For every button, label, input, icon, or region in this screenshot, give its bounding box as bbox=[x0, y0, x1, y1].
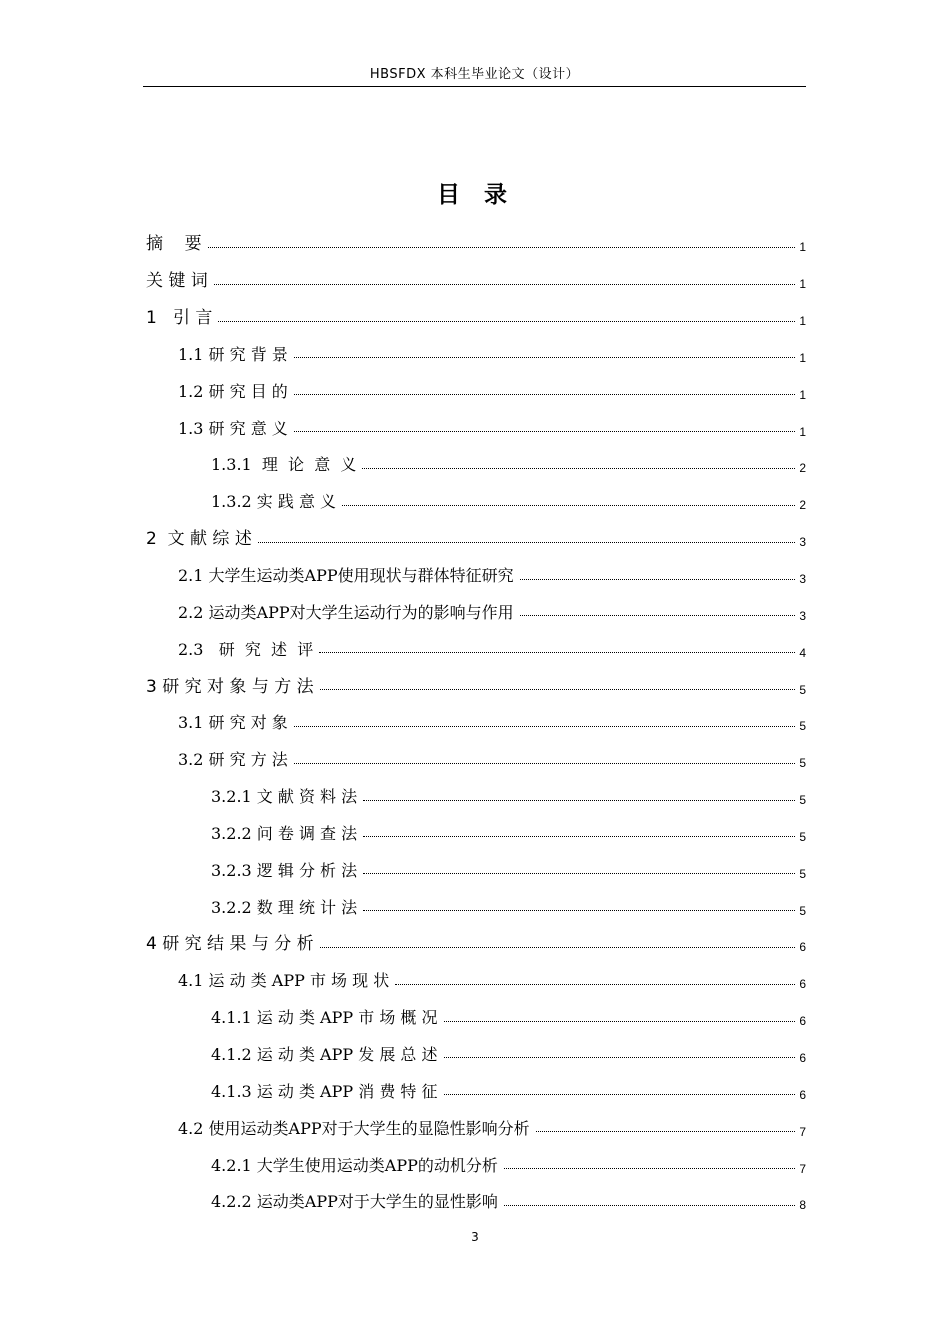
toc-entry-title: 4.1 运 动 类 APP 市 场 现 状 bbox=[178, 971, 390, 991]
toc-page-number: 6 bbox=[799, 940, 806, 955]
dot-leader bbox=[342, 505, 795, 506]
toc-entry-title: 1.3.2 实 践 意 义 bbox=[211, 492, 337, 512]
toc-entry-title: 2 文 献 综 述 bbox=[146, 529, 252, 550]
toc-entry-title: 3.2.1 文 献 资 料 法 bbox=[211, 787, 358, 807]
running-header: HBSFDX 本科生毕业论文（设计） bbox=[369, 67, 580, 82]
dot-leader bbox=[294, 431, 795, 432]
toc-entry[interactable] bbox=[146, 1184, 806, 1221]
toc-page-number: 1 bbox=[799, 424, 806, 439]
toc-entry[interactable] bbox=[146, 521, 806, 558]
table-of-contents bbox=[146, 226, 806, 1221]
toc-entry[interactable] bbox=[146, 226, 806, 263]
toc-page-number: 7 bbox=[799, 1161, 806, 1176]
toc-page-number: 5 bbox=[799, 682, 806, 697]
toc-entry[interactable] bbox=[146, 668, 806, 705]
toc-entry-title: 1.2 研 究 目 的 bbox=[178, 381, 288, 401]
toc-entry-title: 3.2.2 问 卷 调 查 法 bbox=[211, 823, 358, 843]
toc-entry-title: 2.1 大学生运动类APP使用现状与群体特征研究 bbox=[178, 566, 514, 586]
toc-entry-title: 4.1.1 运 动 类 APP 市 场 概 况 bbox=[211, 1008, 438, 1028]
toc-entry[interactable] bbox=[146, 300, 806, 337]
toc-entry[interactable] bbox=[146, 484, 806, 521]
toc-entry[interactable] bbox=[146, 852, 806, 889]
toc-page-number: 5 bbox=[799, 903, 806, 918]
dot-leader bbox=[320, 689, 795, 690]
toc-entry[interactable] bbox=[146, 1147, 806, 1184]
toc-entry[interactable] bbox=[146, 558, 806, 595]
toc-entry-title: 4.1.3 运 动 类 APP 消 费 特 征 bbox=[211, 1081, 438, 1101]
toc-entry-title: 关 键 词 bbox=[146, 271, 208, 292]
toc-entry[interactable] bbox=[146, 447, 806, 484]
toc-entry[interactable] bbox=[146, 263, 806, 300]
dot-leader bbox=[363, 910, 795, 911]
toc-page-number: 7 bbox=[799, 1124, 806, 1139]
toc-entry[interactable] bbox=[146, 889, 806, 926]
dot-leader bbox=[319, 652, 795, 653]
toc-entry-title: 3.1 研 究 对 象 bbox=[178, 713, 288, 733]
dot-leader bbox=[208, 247, 795, 248]
dot-leader bbox=[504, 1205, 795, 1206]
toc-entry-title: 1.3 研 究 意 义 bbox=[178, 418, 288, 438]
toc-entry-title: 3.2.3 逻 辑 分 析 法 bbox=[211, 860, 358, 880]
toc-page-number: 5 bbox=[799, 756, 806, 771]
toc-entry[interactable] bbox=[146, 963, 806, 1000]
toc-page-number: 1 bbox=[799, 240, 806, 255]
dot-leader bbox=[395, 984, 795, 985]
toc-entry[interactable] bbox=[146, 410, 806, 447]
toc-page-number: 6 bbox=[799, 1050, 806, 1065]
toc-entry-title: 摘 要 bbox=[146, 234, 202, 255]
dot-leader bbox=[294, 357, 795, 358]
toc-page-number: 5 bbox=[799, 866, 806, 881]
toc-entry[interactable] bbox=[146, 779, 806, 816]
toc-entry[interactable] bbox=[146, 1110, 806, 1147]
toc-page-number: 1 bbox=[799, 387, 806, 402]
dot-leader bbox=[218, 321, 795, 322]
dot-leader bbox=[320, 947, 795, 948]
dot-leader bbox=[444, 1057, 796, 1058]
toc-entry[interactable] bbox=[146, 631, 806, 668]
toc-page-number: 2 bbox=[799, 498, 806, 513]
dot-leader bbox=[294, 763, 795, 764]
toc-entry[interactable] bbox=[146, 705, 806, 742]
toc-entry-title: 4.1.2 运 动 类 APP 发 展 总 述 bbox=[211, 1044, 438, 1064]
dot-leader bbox=[363, 800, 795, 801]
toc-entry-title: 1 引 言 bbox=[146, 308, 213, 329]
dot-leader bbox=[520, 615, 795, 616]
dot-leader bbox=[294, 394, 795, 395]
dot-leader bbox=[363, 836, 795, 837]
dot-leader bbox=[536, 1131, 795, 1132]
toc-page-number: 2 bbox=[799, 461, 806, 476]
dot-leader bbox=[294, 726, 795, 727]
toc-page-number: 6 bbox=[799, 1014, 806, 1029]
toc-entry[interactable] bbox=[146, 742, 806, 779]
toc-entry-title: 3.2.2 数 理 统 计 法 bbox=[211, 897, 358, 917]
toc-entry-title: 3.2 研 究 方 法 bbox=[178, 750, 288, 770]
toc-entry[interactable] bbox=[146, 594, 806, 631]
toc-page-number: 3 bbox=[799, 572, 806, 587]
header-rule bbox=[143, 86, 806, 87]
toc-page-number: 5 bbox=[799, 793, 806, 808]
toc-page-number: 5 bbox=[799, 829, 806, 844]
dot-leader bbox=[363, 873, 795, 874]
dot-leader bbox=[504, 1168, 795, 1169]
toc-page-number: 4 bbox=[799, 645, 806, 660]
toc-entry[interactable] bbox=[146, 1037, 806, 1074]
toc-page-number: 3 bbox=[799, 535, 806, 550]
toc-entry-title: 2.2 运动类APP对大学生运动行为的影响与作用 bbox=[178, 602, 514, 622]
page-number: 3 bbox=[471, 1230, 479, 1244]
toc-entry[interactable] bbox=[146, 1000, 806, 1037]
toc-page-number: 6 bbox=[799, 1087, 806, 1102]
toc-entry-title: 1.1 研 究 背 景 bbox=[178, 344, 288, 364]
dot-leader bbox=[444, 1021, 796, 1022]
toc-entry-title: 3 研 究 对 象 与 方 法 bbox=[146, 676, 314, 697]
dot-leader bbox=[444, 1094, 796, 1095]
toc-entry[interactable] bbox=[146, 926, 806, 963]
dot-leader bbox=[214, 284, 795, 285]
toc-page-number: 8 bbox=[799, 1198, 806, 1213]
toc-page-number: 3 bbox=[799, 608, 806, 623]
toc-page-number: 1 bbox=[799, 277, 806, 292]
toc-entry-title: 4.2.1 大学生使用运动类APP的动机分析 bbox=[211, 1155, 498, 1175]
toc-entry-title: 2.3 研 究 述 评 bbox=[178, 639, 314, 659]
toc-entry-title: 4.2.2 运动类APP对于大学生的显性影响 bbox=[211, 1192, 498, 1212]
page-title: 目 录 bbox=[436, 182, 513, 208]
dot-leader bbox=[258, 542, 795, 543]
toc-entry-title: 1.3.1 理 论 意 义 bbox=[211, 455, 357, 475]
toc-page-number: 1 bbox=[799, 314, 806, 329]
toc-entry[interactable] bbox=[146, 373, 806, 410]
toc-entry-title: 4.2 使用运动类APP对于大学生的显隐性影响分析 bbox=[178, 1118, 530, 1138]
dot-leader bbox=[362, 468, 795, 469]
toc-page-number: 1 bbox=[799, 350, 806, 365]
toc-page-number: 6 bbox=[799, 977, 806, 992]
toc-entry-title: 4 研 究 结 果 与 分 析 bbox=[146, 934, 314, 955]
toc-entry[interactable] bbox=[146, 816, 806, 853]
toc-page-number: 5 bbox=[799, 719, 806, 734]
toc-entry[interactable] bbox=[146, 337, 806, 374]
toc-entry[interactable] bbox=[146, 1073, 806, 1110]
dot-leader bbox=[520, 579, 795, 580]
